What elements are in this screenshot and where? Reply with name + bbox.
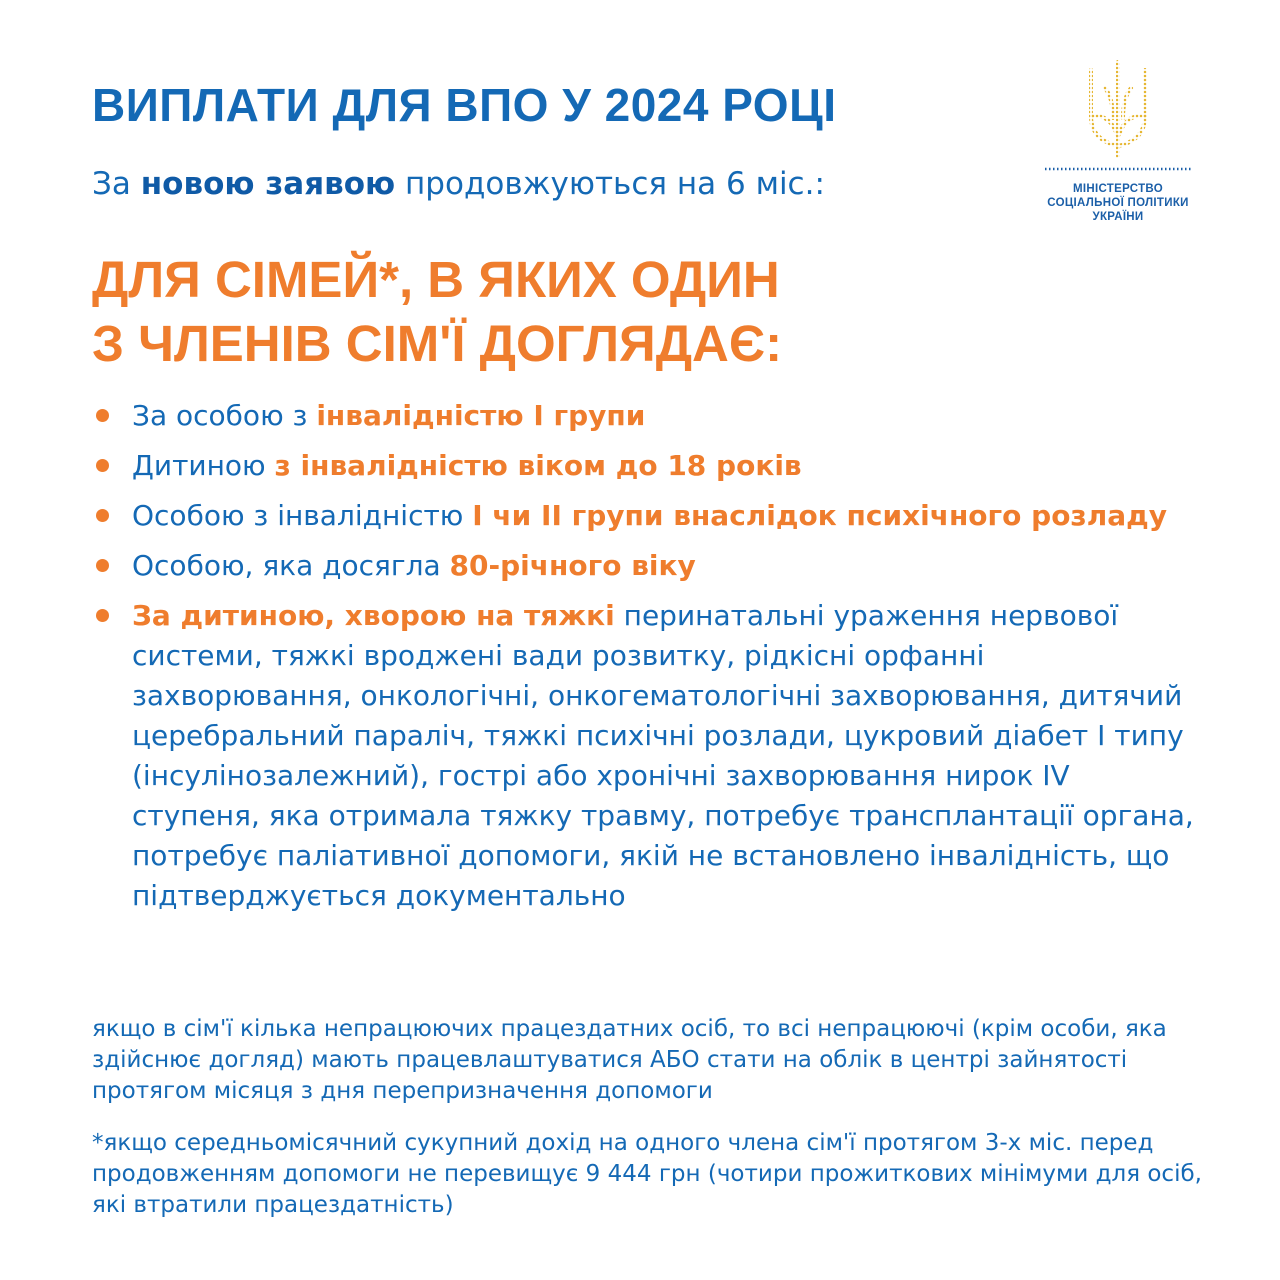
income-footnote: *якщо середньомісячний сукупний дохід на одного члена сім'ї протягом 3-х міс. перед продовженням допомоги не перевищує 9 444 грн (чотири прожиткових мінімуми для осіб, які втратили працездатність) xyxy=(92,1130,1202,1218)
headline-line-2: З ЧЛЕНІВ СІМ'Ї ДОГЛЯДАЄ: xyxy=(92,315,783,372)
list-item xyxy=(92,596,1202,916)
item-highlight: інвалідністю I групи xyxy=(316,399,646,432)
item-text: За особою з xyxy=(132,399,317,432)
bullet-dot-icon xyxy=(96,509,109,522)
trident-coat-of-arms-icon xyxy=(1083,58,1153,158)
item-text: Дитиною xyxy=(132,449,275,482)
item-highlight: I чи II групи внаслідок психічного розладу xyxy=(472,499,1167,532)
subtitle-bold: новою заявою xyxy=(140,166,396,202)
bullet-dot-icon xyxy=(96,609,109,622)
care-list xyxy=(92,396,1202,926)
ministry-name-line-2: СОЦІАЛЬНОЇ ПОЛІТИКИ xyxy=(1047,197,1189,209)
bullet-dot-icon xyxy=(96,559,109,572)
subtitle-suffix: продовжуються на 6 міс.: xyxy=(395,166,825,202)
ministry-logo xyxy=(1020,58,1216,224)
item-text: Особою, яка досягла xyxy=(132,549,450,582)
ministry-name-line-3: УКРАЇНИ xyxy=(1092,211,1144,223)
list-item xyxy=(92,396,1202,436)
list-item xyxy=(92,446,1202,486)
item-text: Особою з інвалідністю xyxy=(132,499,473,532)
ministry-name xyxy=(1020,182,1216,224)
list-item xyxy=(92,496,1202,536)
item-highlight: 80-річного віку xyxy=(449,549,696,582)
headline xyxy=(92,248,782,376)
bullet-dot-icon xyxy=(96,409,109,422)
subtitle xyxy=(92,166,825,202)
bullet-dot-icon xyxy=(96,459,109,472)
item-highlight: За дитиною, хворою на тяжкі xyxy=(132,599,615,632)
page-title: ВИПЛАТИ ДЛЯ ВПО У 2024 РОЦІ xyxy=(92,79,837,131)
headline-line-1: ДЛЯ СІМЕЙ*, В ЯКИХ ОДИН xyxy=(92,251,780,308)
list-item xyxy=(92,546,1202,586)
ministry-name-line-1: МІНІСТЕРСТВО xyxy=(1073,183,1163,195)
item-text-after: перинатальні ураження нервової системи, тяжкі вроджені вади розвитку, рідкісні орфанні захворювання, онкологічні, онкогематологічні захворювання, дитячий церебральний параліч, тяжкі психічні розлади, цукровий діабет I типу (інсулінозалежний), гострі або хронічні захворювання нирок IV ступеня, яка отримала тяжку травму, потребує трансплантації органа, потребує паліативної допомоги, якій не встановлено інвалідність, що підтверджується документально xyxy=(132,599,1194,912)
subtitle-prefix: За xyxy=(92,166,141,202)
dotted-divider xyxy=(1043,166,1193,172)
item-highlight: з інвалідністю віком до 18 років xyxy=(274,449,802,482)
employment-note: якщо в сім'ї кілька непрацюючих працездатних осіб, то всі непрацюючі (крім особи, яка здійснює догляд) мають працевлаштуватися АБО стати на облік в центрі зайнятості протягом місяця з дня перепризначення допомоги xyxy=(92,1016,1167,1104)
